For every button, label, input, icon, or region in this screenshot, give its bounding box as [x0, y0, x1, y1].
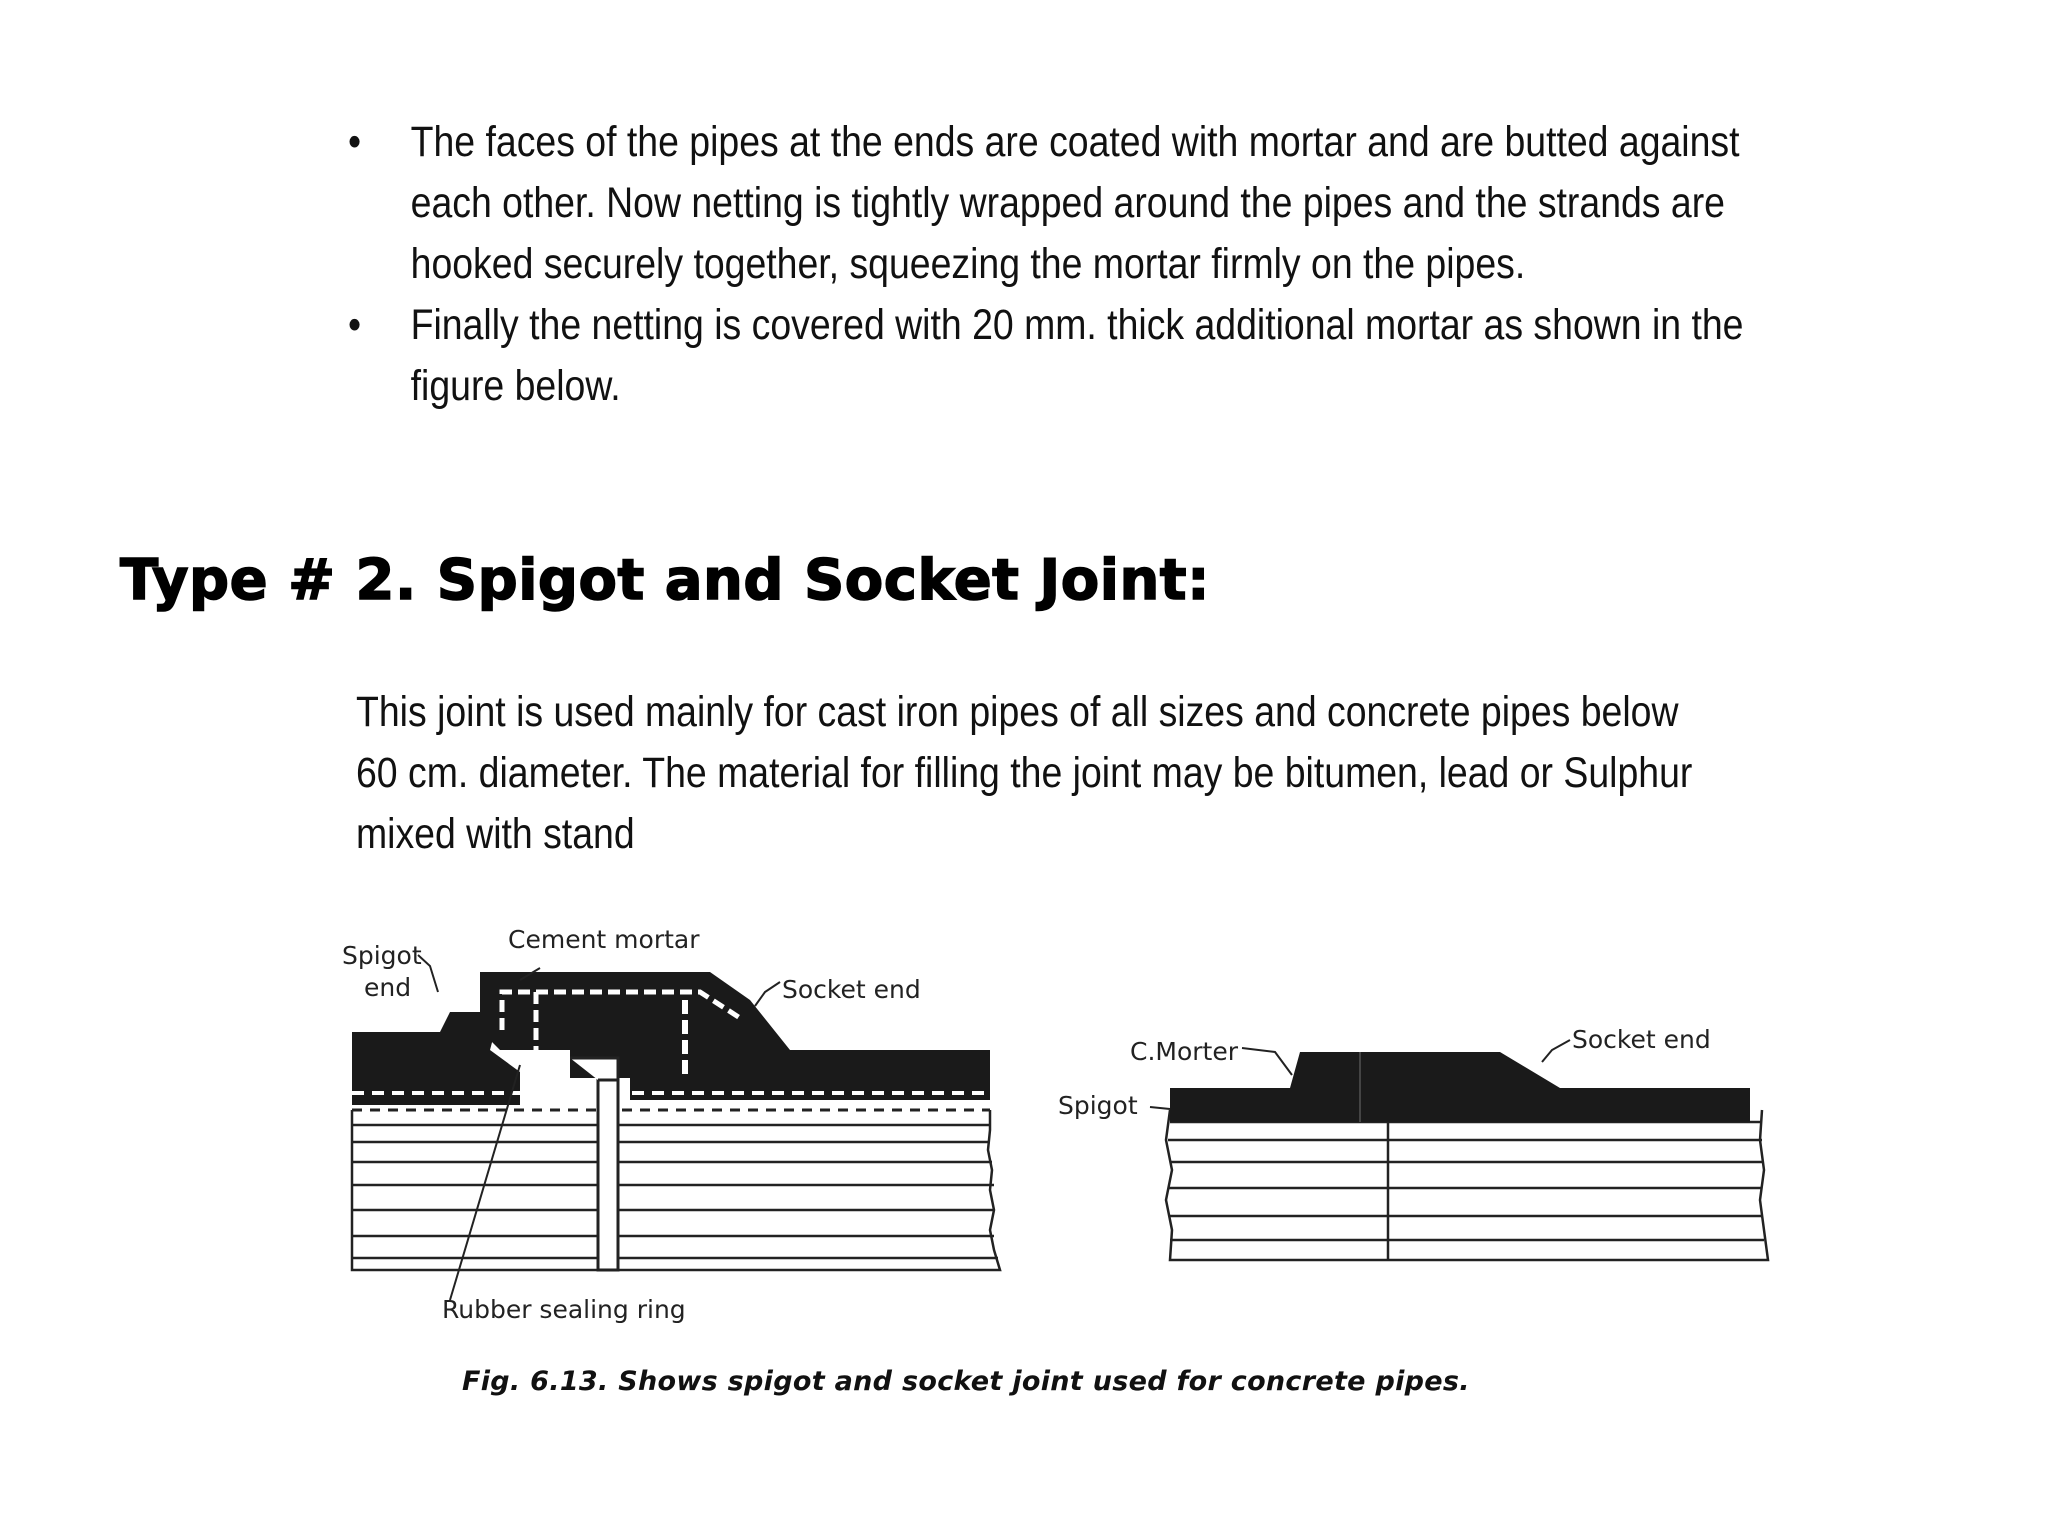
section-heading: Type # 2. Spigot and Socket Joint:	[120, 548, 1210, 613]
spigot-label-line2: end	[364, 973, 412, 1002]
cement-mortar-label: Cement mortar	[508, 925, 700, 954]
c-morter-label: C.Morter	[1130, 1037, 1239, 1066]
right-spigot-label: Spigot	[1058, 1091, 1138, 1120]
bullet-dot: •	[348, 301, 362, 349]
body-paragraph: This joint is used mainly for cast iron pipes of all sizes and concrete pipes below 60 cm. diameter. The material for filling the joint may be bitumen, lead or Sulphur mixed with stand	[356, 688, 1693, 858]
rubber-sealing-ring	[598, 1058, 618, 1270]
bullet-text: Finally the netting is covered with 20 mm. thick additional mortar as shown in the figure below.	[410, 301, 1744, 410]
joint-diagram	[330, 900, 1790, 1370]
right-joint-diagram	[1058, 1025, 1768, 1260]
bullet-list	[348, 112, 1788, 417]
right-socket-end-label: Socket end	[1572, 1025, 1711, 1054]
rubber-ring-label: Rubber sealing ring	[442, 1295, 686, 1324]
left-pipe-body	[352, 1110, 1000, 1270]
figure-caption: Fig. 6.13. Shows spigot and socket joint used for concrete pipes.	[462, 1366, 1470, 1397]
socket-end-label: Socket end	[782, 975, 921, 1004]
spigot-label-line1: Spigot	[342, 941, 422, 970]
bullet-item	[348, 112, 1750, 295]
bullet-dot: •	[348, 118, 362, 166]
bullet-text: The faces of the pipes at the ends are coated with mortar and are butted against each other. Now netting is tightly wrapped around the pipes and the strands are hooked securely together, squeezing the mortar firmly on the pipes.	[410, 118, 1740, 288]
right-joint-body	[1170, 1052, 1750, 1122]
joint-figure	[330, 900, 1790, 1420]
bullet-item	[348, 295, 1750, 417]
left-joint-diagram	[342, 925, 1000, 1324]
